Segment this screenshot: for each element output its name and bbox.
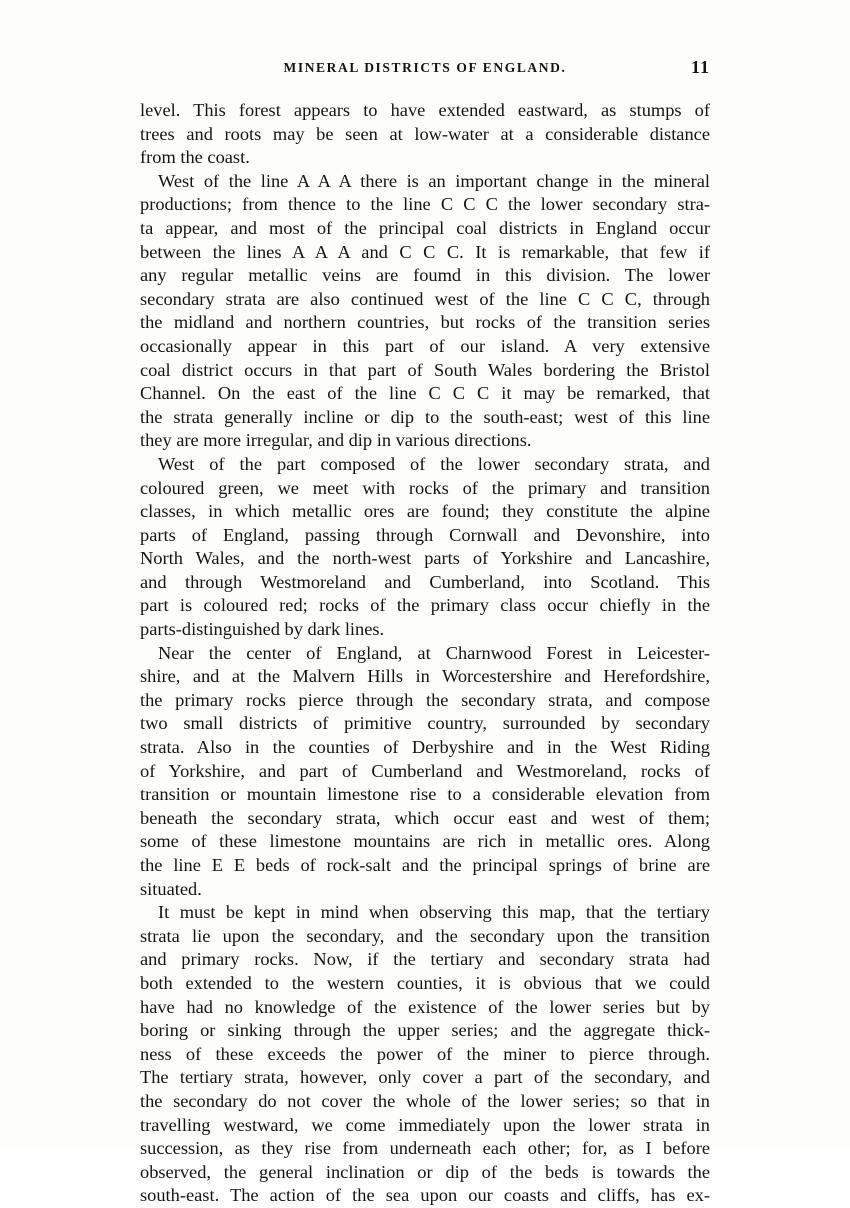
text-line: Near the center of England, at Charnwood Forest in Leicester- <box>158 642 710 663</box>
text-line: shire, and at the Malvern Hills in Worcestershire and Herefordshire, <box>140 666 710 687</box>
text-line: beneath the secondary strata, which occur east and west of them; <box>140 807 710 828</box>
text-line: strata lie upon the secondary, and the secondary upon the transition <box>140 925 710 946</box>
text-line: coal district occurs in that part of South Wales bordering the Bristol <box>140 359 710 380</box>
text-line: two small districts of primitive country, surrounded by secondary <box>140 713 710 734</box>
text-line: succession, as they rise from underneath each other; for, as I before <box>140 1138 710 1159</box>
text-line: any regular metallic veins are foumd in this division. The lower <box>140 265 710 286</box>
text-line: the secondary do not cover the whole of the lower series; so that in <box>140 1090 710 1111</box>
text-line: It must be kept in mind when observing this map, that the tertiary <box>158 902 710 923</box>
text-line: and through Westmoreland and Cumberland, into Scotland. This <box>140 571 710 592</box>
text-line: from the coast. <box>140 147 250 168</box>
text-line: coloured green, we meet with rocks of the primary and transition <box>140 477 710 498</box>
text-line: transition or mountain limestone rise to a considerable elevation from <box>140 784 710 805</box>
text-line: classes, in which metallic ores are found; they constitute the alpine <box>140 501 710 522</box>
text-line: West of the part composed of the lower secondary strata, and <box>158 453 710 474</box>
text-line: North Wales, and the north-west parts of Yorkshire and Lancashire, <box>140 548 710 569</box>
text-line: south-east. The action of the sea upon our coasts and cliffs, has ex- <box>140 1185 710 1206</box>
running-head <box>140 57 710 84</box>
text-line: both extended to the western counties, it is obvious that we could <box>140 972 710 993</box>
text-line: have had no knowledge of the existence of the lower series but by <box>140 996 710 1017</box>
text-line: part is coloured red; rocks of the primary class occur chiefly in the <box>140 595 710 616</box>
text-line: secondary strata are also continued west of the line C C C, through <box>140 288 710 309</box>
text-line: parts of England, passing through Cornwall and Devonshire, into <box>140 524 710 545</box>
text-line: the strata generally incline or dip to the south-east; west of this line <box>140 406 710 427</box>
text-line: situated. <box>140 878 202 899</box>
text-line: boring or sinking through the upper series; and the aggregate thick- <box>140 1020 710 1041</box>
text-line: ness of these exceeds the power of the miner to pierce through. <box>140 1043 710 1064</box>
text-line: West of the line A A A there is an important change in the mineral <box>158 170 710 191</box>
text-line: ta appear, and most of the principal coal districts in England occur <box>140 217 710 238</box>
text-line: the midland and northern countries, but rocks of the transition series <box>140 312 710 333</box>
page-number: 11 <box>690 57 710 77</box>
text-line: some of these limestone mountains are rich in metallic ores. Along <box>140 831 710 852</box>
text-line: and primary rocks. Now, if the tertiary and secondary strata had <box>140 949 710 970</box>
text-line: of Yorkshire, and part of Cumberland and Westmoreland, rocks of <box>140 760 710 781</box>
text-line: trees and roots may be seen at low-water at a considerable distance <box>140 123 710 144</box>
text-line: the primary rocks pierce through the secondary strata, and compose <box>140 689 710 710</box>
body-text <box>140 99 710 1208</box>
text-line: they are more irregular, and dip in various directions. <box>140 430 532 451</box>
text-line: between the lines A A A and C C C. It is remarkable, that few if <box>140 241 710 262</box>
text-line: Channel. On the east of the line C C C it may be remarked, that <box>140 383 710 404</box>
running-title: MINERAL DISTRICTS OF ENGLAND. <box>283 60 567 75</box>
text-line: strata. Also in the counties of Derbyshire and in the West Riding <box>140 737 710 758</box>
text-line: productions; from thence to the line C C C the lower secondary stra- <box>140 194 710 215</box>
text-line: the line E E beds of rock-salt and the principal springs of brine are <box>140 855 710 875</box>
text-line: parts-distinguished by dark lines. <box>140 619 385 640</box>
text-line: The tertiary strata, however, only cover a part of the secondary, and <box>140 1067 710 1088</box>
text-line: level. This forest appears to have extended eastward, as stumps of <box>140 100 710 120</box>
text-line: occasionally appear in this part of our island. A very extensive <box>140 335 710 356</box>
text-line: travelling westward, we come immediately upon the lower strata in <box>140 1114 710 1135</box>
text-line: observed, the general inclination or dip of the beds is towards the <box>140 1161 710 1182</box>
